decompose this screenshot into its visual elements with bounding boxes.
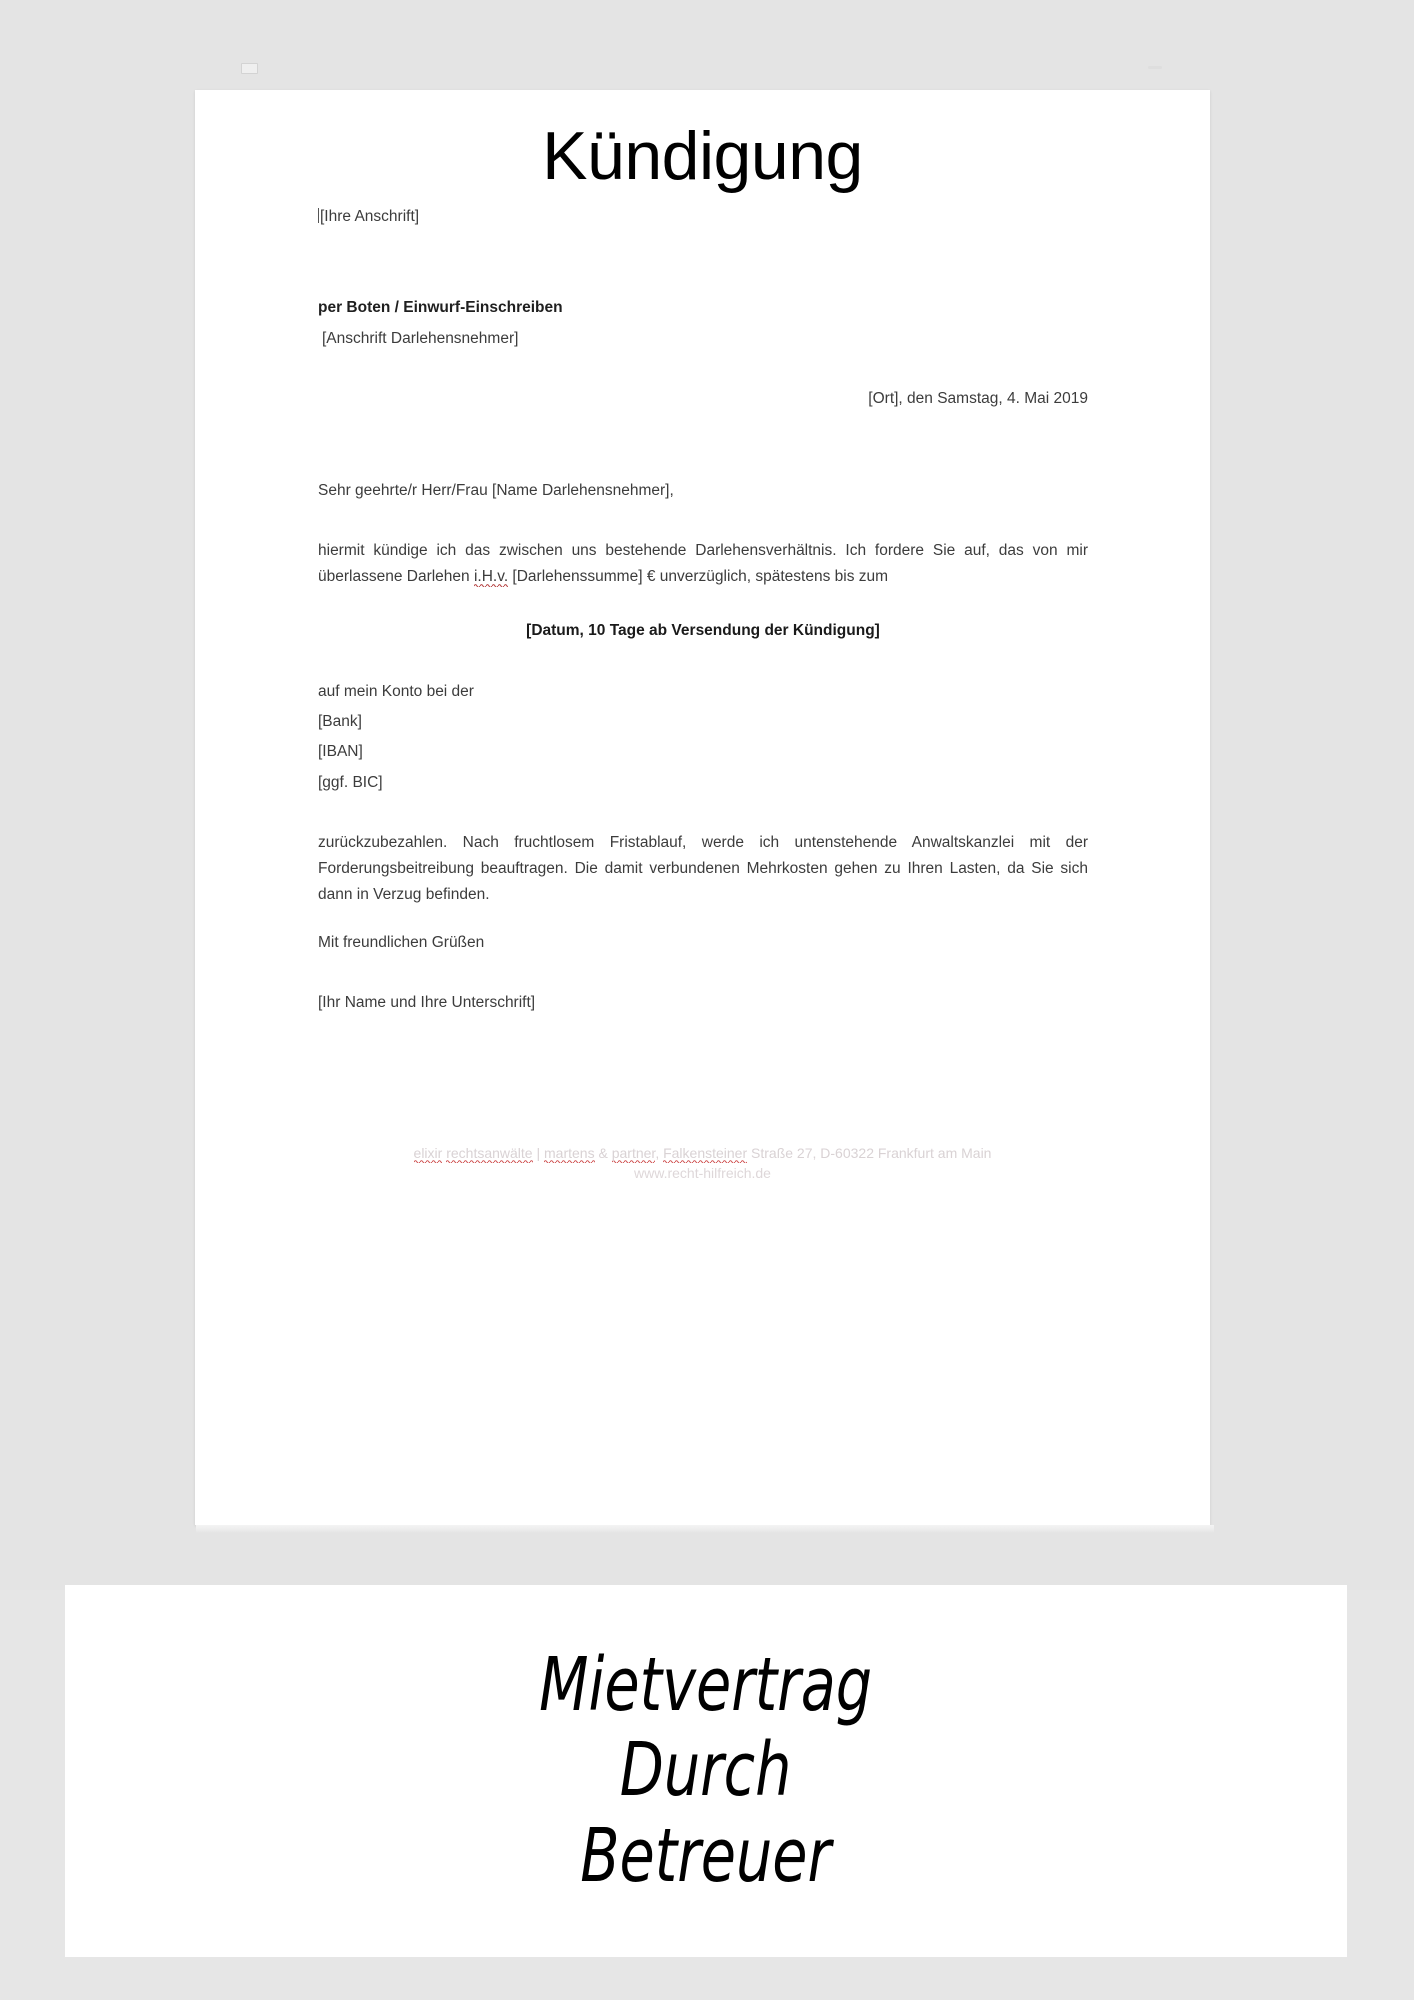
footer-separator: | [532, 1145, 545, 1161]
recipient-address-line: [Anschrift Darlehensnehmer] [322, 330, 519, 347]
deadline-line: [Datum, 10 Tage ab Versendung der Kündigung] [526, 622, 880, 639]
page-margin-marker-right-icon [1148, 66, 1162, 69]
caption-line-1: Mietvertrag [539, 1642, 873, 1729]
account-iban-line: [IBAN] [318, 743, 363, 760]
footer-firm-word-1: elixir [413, 1145, 443, 1161]
delivery-method-line: per Boten / Einwurf-Einschreiben [318, 299, 563, 316]
footer-firm-word-3: martens [544, 1145, 595, 1161]
footer-firm-word-4: partner [611, 1145, 656, 1161]
caption-panel [65, 1585, 1347, 1957]
document-footer [195, 1141, 1210, 1165]
text-cursor-icon [318, 208, 319, 223]
footer-comma: , [655, 1145, 664, 1161]
footer-website[interactable]: www.recht-hilfreich.de [634, 1165, 771, 1181]
account-bic-line: [ggf. BIC] [318, 774, 383, 791]
account-bank-line: [Bank] [318, 713, 362, 730]
sender-address-line[interactable] [318, 204, 1088, 230]
page-margin-marker-left-icon [241, 63, 258, 74]
closing-line: Mit freundlichen Grüßen [318, 934, 485, 951]
footer-street-word: Falkensteiner [663, 1145, 748, 1161]
page-bottom-shadow [196, 1525, 1214, 1533]
paragraph-demand [318, 538, 1088, 590]
document-title: Kündigung [542, 118, 863, 194]
date-line: [Ort], den Samstag, 4. Mai 2019 [868, 390, 1088, 407]
sender-address-placeholder: [Ihre Anschrift] [320, 208, 420, 225]
footer-address-rest: Straße 27, D-60322 Frankfurt am Main [747, 1145, 992, 1161]
footer-firm-word-2: rechtsanwälte [446, 1145, 533, 1161]
caption-text [539, 1643, 872, 1898]
paragraph-demand-part-a: hiermit kündige ich das zwischen uns bestehende Darlehensverhältnis. Ich fordere Sie auf, das von mir überlassene Darlehen [318, 542, 1088, 585]
salutation-line: Sehr geehrte/r Herr/Frau [Name Darlehensnehmer], [318, 482, 674, 499]
footer-ampersand: & [594, 1145, 612, 1161]
misspelled-word-ihv: i.H.v. [473, 568, 509, 585]
caption-line-3: Betreuer [580, 1812, 832, 1899]
paragraph-consequences: zurückzubezahlen. Nach fruchtlosem Fristablauf, werde ich untenstehende Anwaltskanzlei mit der Forderungsbeitreibung beauftragen. Die damit verbundenen Mehrkosten gehen zu Ihren Lasten, da Sie sich dann in Verzug befinden. [318, 834, 1088, 903]
paragraph-demand-part-b: [Darlehenssumme] € unverzüglich, spätestens bis zum [508, 568, 889, 585]
signature-placeholder-line: [Ihr Name und Ihre Unterschrift] [318, 994, 536, 1011]
account-intro-line: auf mein Konto bei der [318, 683, 474, 700]
document-page[interactable] [195, 90, 1210, 1525]
caption-line-2: Durch [620, 1727, 792, 1814]
